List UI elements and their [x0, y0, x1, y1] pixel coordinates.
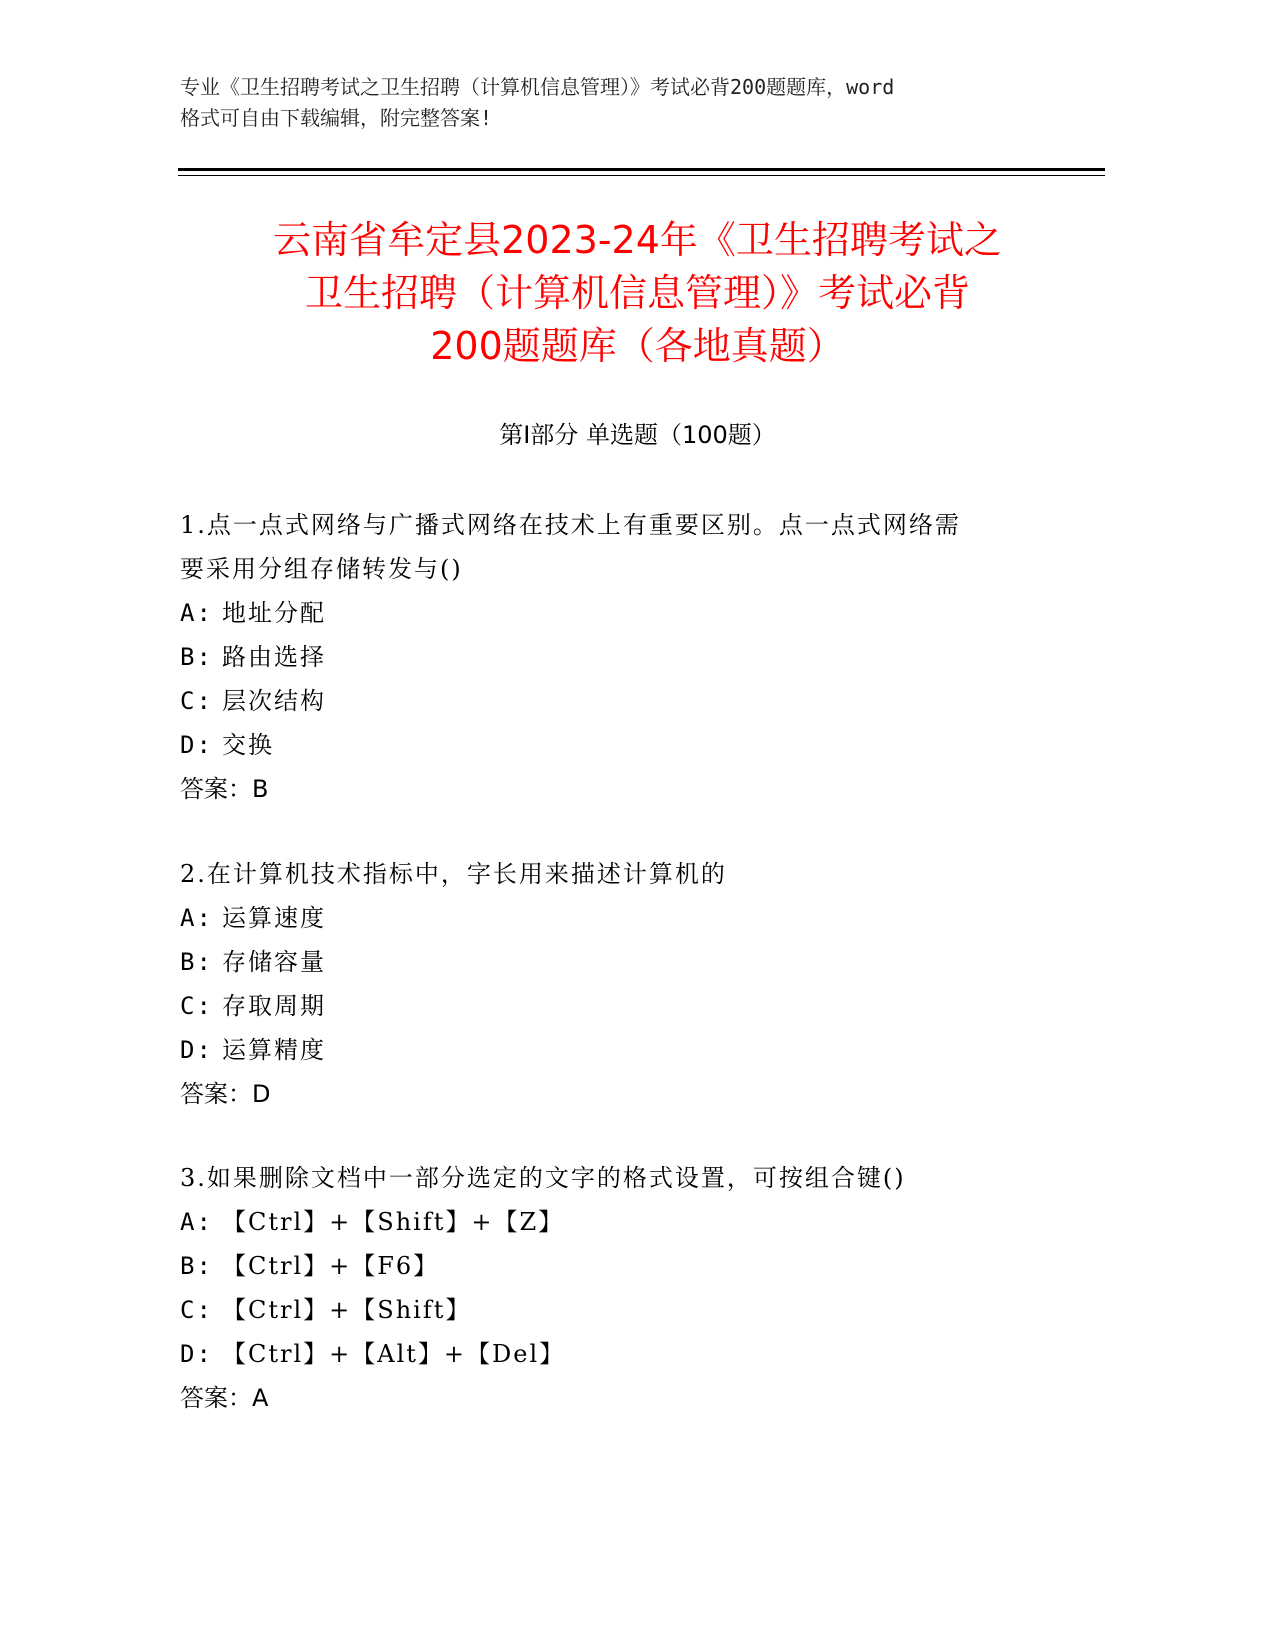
question-stem	[180, 852, 1040, 896]
question-stem-line: 1.点一点式网络与广播式网络在技术上有重要区别。点一点式网络需	[180, 511, 961, 539]
header-note-line-1: 专业《卫生招聘考试之卫生招聘（计算机信息管理）》考试必背200题题库，word	[180, 75, 895, 99]
option-c	[180, 679, 1040, 723]
option-letter: C:	[180, 992, 213, 1020]
question-stem-line: 要采用分组存储转发与()	[180, 555, 463, 583]
option-text: 层次结构	[222, 687, 326, 715]
option-letter: C:	[180, 1296, 213, 1324]
document-title-line-1: 云南省牟定县2023-24年《卫生招聘考试之	[273, 218, 1002, 262]
option-text: 【Ctrl】+【F6】	[222, 1252, 440, 1280]
option-text: 【Ctrl】+【Shift】+【Z】	[222, 1208, 565, 1236]
document-title-line-3: 200题题库（各地真题）	[430, 324, 845, 368]
question-stem	[180, 503, 1040, 591]
question-2	[180, 852, 1040, 1116]
question-stem-line: 3.如果删除文档中一部分选定的文字的格式设置，可按组合键()	[180, 1164, 906, 1192]
header-divider-thin	[178, 175, 1105, 176]
option-letter: D:	[180, 731, 213, 759]
option-letter: B:	[180, 643, 213, 671]
option-d	[180, 1332, 1040, 1376]
document-title	[150, 214, 1125, 373]
answer: 答案：A	[180, 1384, 269, 1412]
option-text: 路由选择	[222, 643, 326, 671]
option-text: 【Ctrl】+【Alt】+【Del】	[222, 1340, 566, 1368]
option-a	[180, 591, 1040, 635]
option-a	[180, 896, 1040, 940]
option-text: 存取周期	[222, 992, 326, 1020]
option-letter: B:	[180, 1252, 213, 1280]
answer: 答案：B	[180, 775, 269, 803]
option-letter: A:	[180, 904, 213, 932]
question-stem	[180, 1156, 1040, 1200]
document-title-line-2: 卫生招聘（计算机信息管理）》考试必背	[304, 271, 970, 315]
option-letter: B:	[180, 948, 213, 976]
section-title: 第I部分 单选题（100题）	[499, 421, 776, 449]
answer: 答案：D	[180, 1080, 271, 1108]
option-b	[180, 1244, 1040, 1288]
header-divider-thick	[178, 168, 1105, 171]
option-a	[180, 1200, 1040, 1244]
option-d	[180, 723, 1040, 767]
option-letter: D:	[180, 1340, 213, 1368]
option-letter: A:	[180, 1208, 213, 1236]
option-text: 【Ctrl】+【Shift】	[222, 1296, 472, 1324]
option-b	[180, 940, 1040, 984]
option-text: 交换	[222, 731, 274, 759]
option-text: 运算精度	[222, 1036, 326, 1064]
option-letter: D:	[180, 1036, 213, 1064]
question-1	[180, 503, 1040, 811]
option-text: 地址分配	[222, 599, 326, 627]
option-letter: A:	[180, 599, 213, 627]
option-c	[180, 1288, 1040, 1332]
header-note	[180, 72, 1080, 134]
header-note-line-2: 格式可自由下载编辑，附完整答案!	[180, 106, 493, 130]
option-letter: C:	[180, 687, 213, 715]
option-d	[180, 1028, 1040, 1072]
option-text: 存储容量	[222, 948, 326, 976]
option-text: 运算速度	[222, 904, 326, 932]
option-b	[180, 635, 1040, 679]
option-c	[180, 984, 1040, 1028]
question-stem-line: 2.在计算机技术指标中，字长用来描述计算机的	[180, 860, 727, 888]
question-3	[180, 1156, 1040, 1420]
